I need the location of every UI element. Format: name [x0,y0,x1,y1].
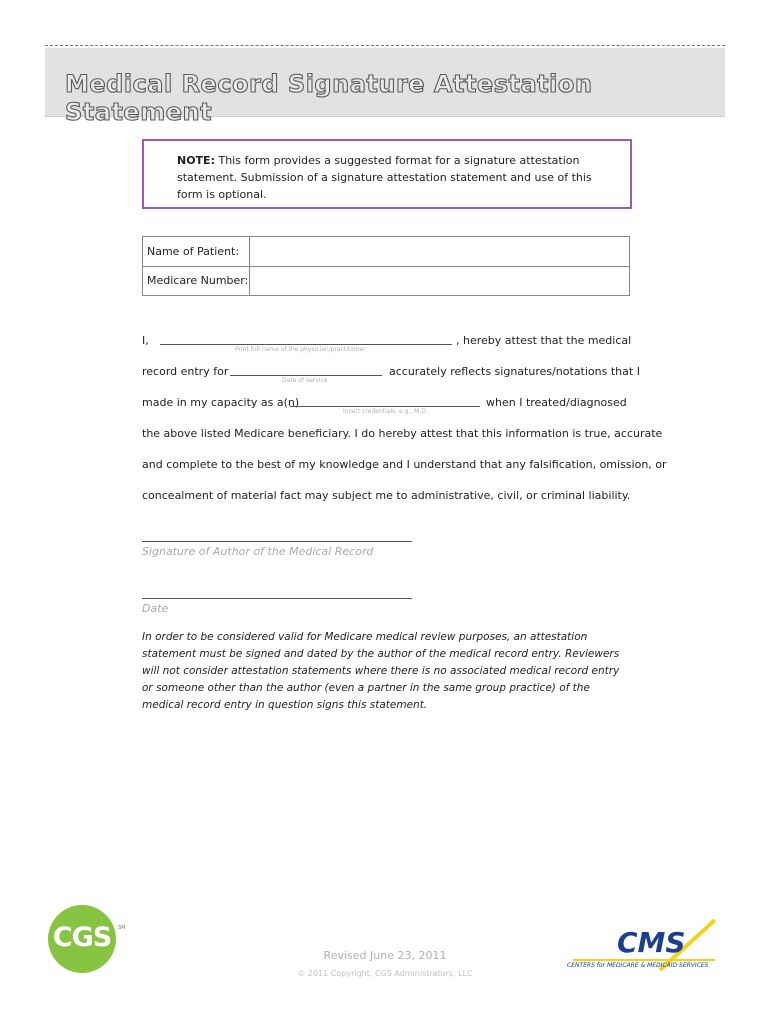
copyright-notice: © 2011 Copyright, CGS Administrators, LLC [297,969,473,978]
attest-line2-prefix: record entry for [142,365,229,378]
medicare-number-field[interactable] [249,266,630,295]
cgs-logo [48,905,116,973]
note-box [142,139,632,209]
signature-line[interactable] [142,541,412,542]
cgs-service-mark: SM [118,925,126,931]
credentials-hint: Insert credentials, e.g., M.D. [343,408,428,415]
credentials-blank[interactable] [290,406,480,407]
medicare-number-row [143,266,629,295]
cgs-logo-text: CGS [52,922,112,953]
title-banner [45,48,725,126]
attest-line3-prefix: made in my capacity as a(n) [142,396,300,409]
note-label: NOTE: [177,154,215,167]
date-of-service-blank[interactable] [230,375,382,376]
attest-line4: the above listed Medicare beneficiary. I do hereby attest that this information is true, accurate [142,427,663,440]
disclaimer-text: In order to be considered valid for Medicare medical review purposes, an attestation statement must be signed and dated by the author of the medical record entry. Reviewers will not consider attestation statements where there is no associated medical record entry or someone other than the author (even a partner in the same group practice) of the medical record entry in question signs this statement. [142,631,620,711]
patient-name-field[interactable] [249,237,630,266]
date-of-service-hint: Date of service [282,377,328,384]
cms-logo [565,918,725,978]
revised-date: Revised June 23, 2011 [323,949,447,962]
attest-line5: and complete to the best of my knowledge and I understand that any falsification, omission, or [142,458,667,471]
attest-line3-suffix: when I treated/diagnosed [486,396,627,409]
patient-info-table [142,236,630,296]
attest-line6: concealment of material fact may subject me to administrative, civil, or criminal liability. [142,489,631,502]
practitioner-name-hint: Print full name of the physician/practitioner [235,346,366,353]
attest-line1-prefix: I, [142,334,149,347]
date-label: Date [142,602,169,615]
note-body: This form provides a suggested format for a signature attestation statement. Submission of a signature attestation statement and use of this form is optional. [177,154,592,201]
signature-label: Signature of Author of the Medical Record [142,545,374,558]
validity-disclaimer [142,629,632,714]
patient-name-label: Name of Patient: [147,245,240,258]
date-line[interactable] [142,598,412,599]
practitioner-name-blank[interactable] [160,344,452,345]
patient-name-row [143,237,629,267]
attest-line2-suffix: accurately reflects signatures/notations that I [389,365,640,378]
note-text [177,152,617,203]
medicare-number-label: Medicare Number: [147,274,249,287]
cms-logo-text: CMS [617,926,686,959]
attest-line1-suffix: , hereby attest that the medical [456,334,632,347]
cms-subtitle: CENTERS for MEDICARE & MEDICAID SERVICES [567,962,709,969]
top-divider [45,45,725,46]
page-title: Medical Record Signature Attestation Statement [65,70,593,126]
